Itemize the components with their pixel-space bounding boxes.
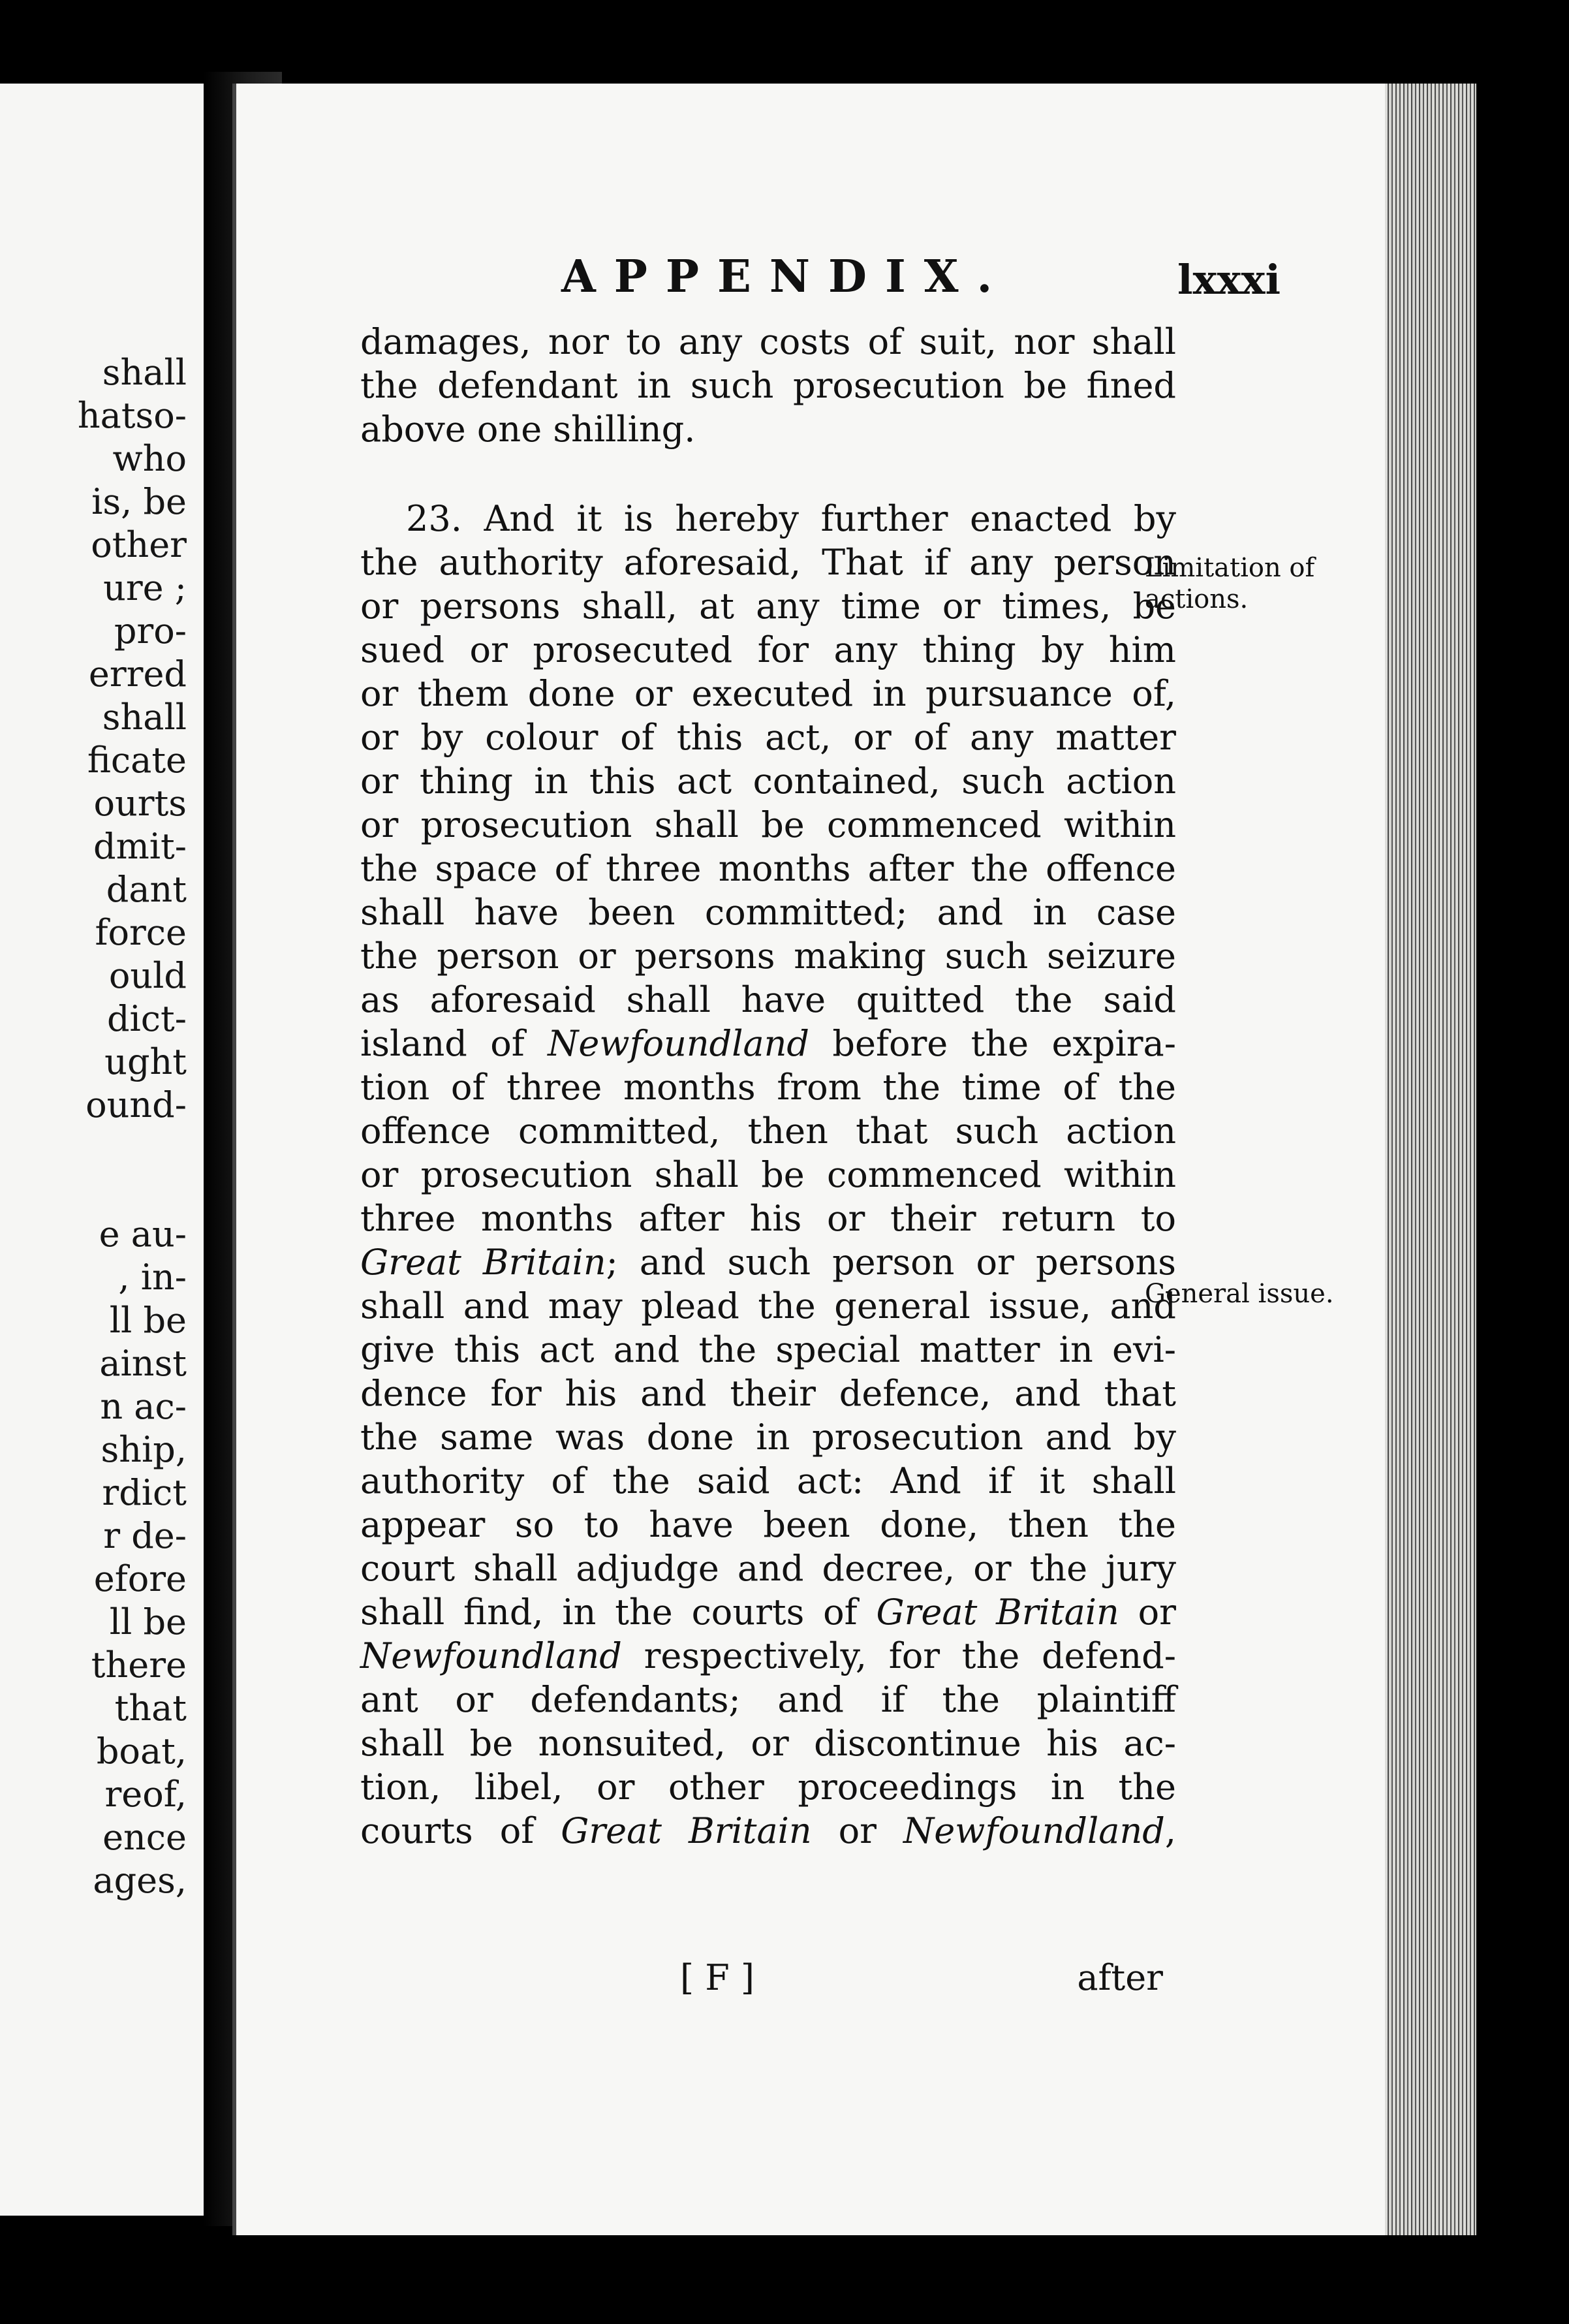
left-fragment: ainst bbox=[99, 1343, 187, 1384]
left-fragment bbox=[0, 1127, 204, 1170]
left-fragment: boat, bbox=[96, 1731, 187, 1772]
left-fragment: ure ; bbox=[103, 567, 187, 608]
text-line: shall find, in the courts of Great Britain or bbox=[360, 1592, 1176, 1633]
left-fragment: shall bbox=[102, 697, 187, 738]
margin-note-limitation-line1: Limitation of bbox=[1145, 553, 1315, 583]
left-fragment: ll be bbox=[109, 1601, 187, 1642]
left-fragment: dant bbox=[106, 869, 187, 910]
left-fragment: ship, bbox=[101, 1429, 187, 1470]
text-line: 23. And it is hereby further enacted by bbox=[406, 498, 1176, 539]
text-line: as aforesaid shall have quitted the said bbox=[360, 979, 1176, 1020]
text-line: damages, nor to any costs of suit, nor shall bbox=[360, 321, 1176, 362]
text-line: authority of the said act: And if it shall bbox=[360, 1460, 1176, 1501]
page-number: lxxxi bbox=[1177, 256, 1281, 304]
left-fragment bbox=[0, 1170, 204, 1213]
text-line: sued or prosecuted for any thing by him bbox=[360, 629, 1176, 670]
text-line: the authority aforesaid, That if any person bbox=[360, 542, 1176, 583]
page-edge bbox=[1385, 84, 1476, 2235]
left-fragment: ficate bbox=[87, 740, 187, 781]
text-line: the defendant in such prosecution be fined bbox=[360, 365, 1176, 406]
text-line: or persons shall, at any time or times, be bbox=[360, 586, 1176, 627]
left-fragment: ages, bbox=[93, 1860, 187, 1901]
text-line: tion, libel, or other proceedings in the bbox=[360, 1767, 1176, 1808]
left-fragment: reof, bbox=[104, 1774, 187, 1815]
section-23-text bbox=[360, 497, 1176, 1853]
main-text bbox=[360, 320, 1176, 1853]
right-page bbox=[232, 84, 1476, 2235]
text-line: dence for his and their defence, and that bbox=[360, 1373, 1176, 1414]
text-line: Great Britain; and such person or persons bbox=[360, 1242, 1176, 1283]
text-line: courts of Great Britain or Newfoundland, bbox=[360, 1810, 1176, 1851]
text-line: the person or persons making such seizure bbox=[360, 935, 1176, 977]
left-fragment: ound- bbox=[85, 1084, 187, 1125]
text-line: tion of three months from the time of the bbox=[360, 1067, 1176, 1108]
text-line: the same was done in prosecution and by bbox=[360, 1417, 1176, 1458]
text-line: shall be nonsuited, or discontinue his ac- bbox=[360, 1723, 1176, 1764]
left-fragment: force bbox=[95, 912, 187, 953]
left-fragment: pro- bbox=[114, 610, 187, 652]
text-line: or them done or executed in pursuance of, bbox=[360, 673, 1176, 714]
page-header bbox=[236, 251, 1385, 309]
text-line: the space of three months after the offence bbox=[360, 848, 1176, 889]
text-line: or prosecution shall be commenced within bbox=[360, 804, 1176, 845]
text-line: offence committed, then that such action bbox=[360, 1110, 1176, 1152]
left-fragment: shall bbox=[102, 352, 187, 393]
text-line: or thing in this act contained, such action bbox=[360, 761, 1176, 802]
text-line: three months after his or their return to bbox=[360, 1198, 1176, 1239]
text-line: shall and may plead the general issue, and bbox=[360, 1285, 1176, 1327]
running-head-title: APPENDIX. bbox=[561, 251, 1011, 303]
margin-note-limitation-line2: actions. bbox=[1145, 584, 1249, 614]
left-fragment: there bbox=[91, 1644, 187, 1686]
page-footer bbox=[360, 1957, 1176, 2003]
left-fragment: r de- bbox=[103, 1515, 187, 1556]
margin-note-limitation bbox=[1145, 552, 1360, 615]
text-line: give this act and the special matter in evi- bbox=[360, 1329, 1176, 1370]
left-fragment: rdict bbox=[102, 1472, 187, 1513]
left-fragment: e au- bbox=[99, 1214, 187, 1255]
left-fragment: ll be bbox=[109, 1300, 187, 1341]
left-fragment: dmit- bbox=[93, 826, 187, 867]
text-line: island of Newfoundland before the expira- bbox=[360, 1023, 1177, 1064]
left-page-text-fragments bbox=[0, 351, 204, 1902]
text-line: shall have been committed; and in case bbox=[360, 892, 1176, 933]
left-fragment: who bbox=[112, 438, 187, 479]
signature-mark: [ F ] bbox=[680, 1957, 754, 1998]
left-fragment: ught bbox=[104, 1041, 187, 1082]
text-line: court shall adjudge and decree, or the jury bbox=[360, 1548, 1176, 1589]
left-fragment: efore bbox=[93, 1558, 187, 1599]
left-fragment: hatso- bbox=[77, 395, 187, 436]
left-fragment: other bbox=[91, 524, 187, 565]
left-fragment: , in- bbox=[118, 1257, 187, 1298]
left-fragment: ould bbox=[108, 955, 187, 996]
left-fragment: ourts bbox=[93, 783, 187, 824]
left-fragment: erred bbox=[88, 653, 187, 695]
margin-note-general-issue: General issue. bbox=[1145, 1279, 1334, 1309]
catchword: after bbox=[1077, 1957, 1163, 1998]
left-page bbox=[0, 84, 205, 2216]
text-line: appear so to have been done, then the bbox=[360, 1504, 1176, 1545]
text-line: Newfoundland respectively, for the defend- bbox=[360, 1635, 1176, 1676]
left-fragment: that bbox=[114, 1688, 187, 1729]
left-fragment: is, be bbox=[91, 481, 187, 522]
left-fragment: dict- bbox=[106, 998, 187, 1039]
left-fragment: ence bbox=[102, 1817, 187, 1858]
text-line: or by colour of this act, or of any matter bbox=[360, 717, 1176, 758]
left-fragment: n ac- bbox=[100, 1386, 187, 1427]
text-line: or prosecution shall be commenced within bbox=[360, 1154, 1176, 1195]
text-line: ant or defendants; and if the plaintiff bbox=[360, 1679, 1176, 1720]
text-line: above one shilling. bbox=[360, 409, 696, 450]
